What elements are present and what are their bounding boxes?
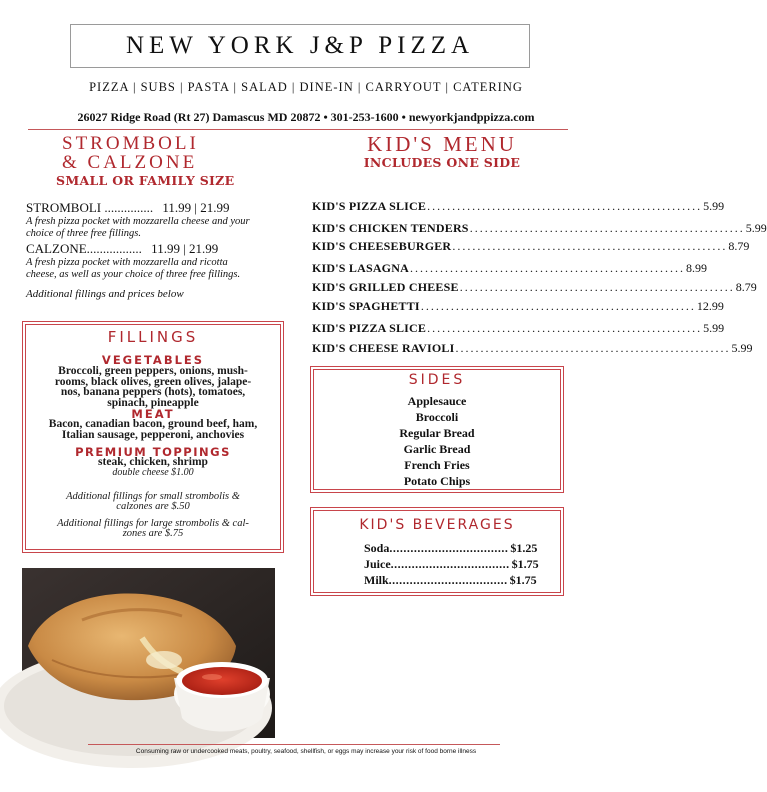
beverage-name: Milk [364,573,389,587]
vegetables-line: nos, banana peppers (hots), tomatoes, [60,386,246,398]
header-divider [28,129,568,130]
premium-list: steak, chicken, shrimp [98,456,208,468]
premium-title: PREMIUM TOPPINGS [75,445,231,459]
item-description-line: choice of three free fillings. [26,227,141,239]
item-description [26,216,288,239]
item-description [26,257,288,280]
beverages-title: KID'S BEVERAGES [359,517,515,533]
vegetables-list [22,366,284,408]
meat-line: Italian sausage, pepperoni, anchovies [61,428,245,441]
kids-item-name: KID'S LASAGNA [312,261,409,275]
leader-dots: .................................. [390,557,510,571]
kids-item-price: 8.99 [685,261,707,275]
side-item: Broccoli [415,410,459,424]
leader-dots: ....................................................... [459,280,735,294]
leader-dots: ....................................................... [427,199,703,213]
vegetables-line: rooms, black olives, green olives, jalape- [54,375,252,388]
kids-item-price: 5.99 [731,341,753,355]
kids-menu-title: KID'S MENU [367,132,517,156]
services-line: PIZZA | SUBS | PASTA | SALAD | DINE-IN | CARRYOUT | CATERING [89,80,523,94]
leader-dots: ....................................................... [427,321,703,335]
kids-item-price: 5.99 [745,221,767,235]
kids-menu-item [312,261,707,276]
kids-menu-item [312,239,750,254]
large-fillings-note-line: zones are $.75 [122,528,184,539]
kids-item-name: KID'S PIZZA SLICE [312,199,427,213]
meat-list [22,419,284,440]
item-name: CALZONE [26,241,87,256]
kids-item-name: KID'S SPAGHETTI [312,299,420,313]
calzone-photo [22,568,275,738]
side-item: French Fries [404,458,470,472]
vegetables-title: VEGETABLES [101,353,205,367]
side-item: Applesauce [407,394,467,408]
leader-dots: ....................................................... [455,341,731,355]
beverage-price: $1.75 [511,557,539,571]
kids-item-price: 8.79 [735,280,757,294]
vegetables-line: spinach, pineapple [107,396,199,409]
kids-menu-item [312,299,724,314]
leader-dots: ....................................................... [452,239,728,253]
fillings-note: Additional fillings and prices below [26,288,184,300]
double-cheese: double cheese $1.00 [112,467,194,478]
address-line: 26027 Ridge Road (Rt 27) Damascus MD 20872 • 301-253-1600 • newyorkjandppizza.com [77,110,535,124]
stromboli-subheading: SMALL OR FAMILY SIZE [56,173,235,188]
leader-dots: .................................. [388,573,508,587]
item-price: 11.99 | 21.99 [151,241,219,256]
beverage-price: $1.75 [509,573,537,587]
calzone-item-line [26,241,288,257]
kids-menu-item [312,280,757,295]
leader-dots: ....................................................... [469,221,745,235]
meat-line: Bacon, canadian bacon, ground beef, ham, [48,418,258,430]
kids-item-name: KID'S CHEESEBURGER [312,239,452,253]
kids-menu-subtitle: INCLUDES ONE SIDE [363,155,521,170]
kids-item-price: 12.99 [696,299,724,313]
kids-item-price: 5.99 [703,199,725,213]
stromboli-item [26,200,288,239]
kids-item-name: KID'S PIZZA SLICE [312,321,427,335]
leader-dots: .................................. [389,541,509,555]
restaurant-name: NEW YORK J&P PIZZA [125,32,475,59]
vegetables-line: Broccoli, green peppers, onions, mush- [58,365,248,377]
meat-title: MEAT [131,407,175,421]
sides-title: SIDES [408,372,466,388]
beverage-price: $1.25 [510,541,538,555]
side-item: Garlic Bread [403,442,471,456]
kids-item-name: KID'S GRILLED CHEESE [312,280,459,294]
calzone-item [26,241,288,280]
kids-item-name: KID'S CHEESE RAVIOLI [312,341,455,355]
large-fillings-note [22,519,284,539]
kids-item-price: 5.99 [703,321,725,335]
item-description-line: cheese, as well as your choice of three free fillings. [26,268,241,280]
beverage-item [364,541,538,556]
restaurant-name-box [70,24,530,68]
small-fillings-note [22,492,284,512]
item-description-line: A fresh pizza pocket with mozzarella cheese and your [26,216,250,227]
large-fillings-note-line: Additional fillings for large strombolis & cal- [57,518,249,529]
fillings-title: FILLINGS [107,328,199,346]
kids-item-name: KID'S CHICKEN TENDERS [312,221,469,235]
food-safety-disclaimer: Consuming raw or undercooked meats, poultry, seafood, shellfish, or eggs may increase your risk of food borne illness [135,748,477,755]
kids-menu-item [312,221,767,236]
side-item: Regular Bread [399,426,475,440]
beverage-item [364,573,537,588]
calzone-photo-image [22,568,275,738]
kids-menu-item [312,199,725,214]
item-price: 11.99 | 21.99 [162,200,230,215]
stromboli-item-line [26,200,288,216]
stromboli-heading [62,134,199,172]
kids-item-price: 8.79 [728,239,750,253]
small-fillings-note-line: Additional fillings for small strombolis & [66,491,240,502]
item-name: STROMBOLI [26,200,102,215]
stromboli-heading-line1: STROMBOLI [62,133,199,154]
item-dots: ................. [86,241,142,256]
beverage-name: Juice [364,557,391,571]
stromboli-heading-line2: & CALZONE [62,152,198,173]
beverage-item [364,557,539,572]
item-dots: ............... [104,200,154,215]
beverage-name: Soda [364,541,390,555]
footer-divider [88,744,500,745]
leader-dots: ....................................................... [420,299,696,313]
kids-menu-item [312,341,753,356]
leader-dots: ....................................................... [409,261,685,275]
item-description-line: A fresh pizza pocket with mozzarella and ricotta [26,257,228,268]
kids-menu-item [312,321,725,336]
side-item: Potato Chips [403,474,471,488]
small-fillings-note-line: calzones are $.50 [116,501,190,512]
